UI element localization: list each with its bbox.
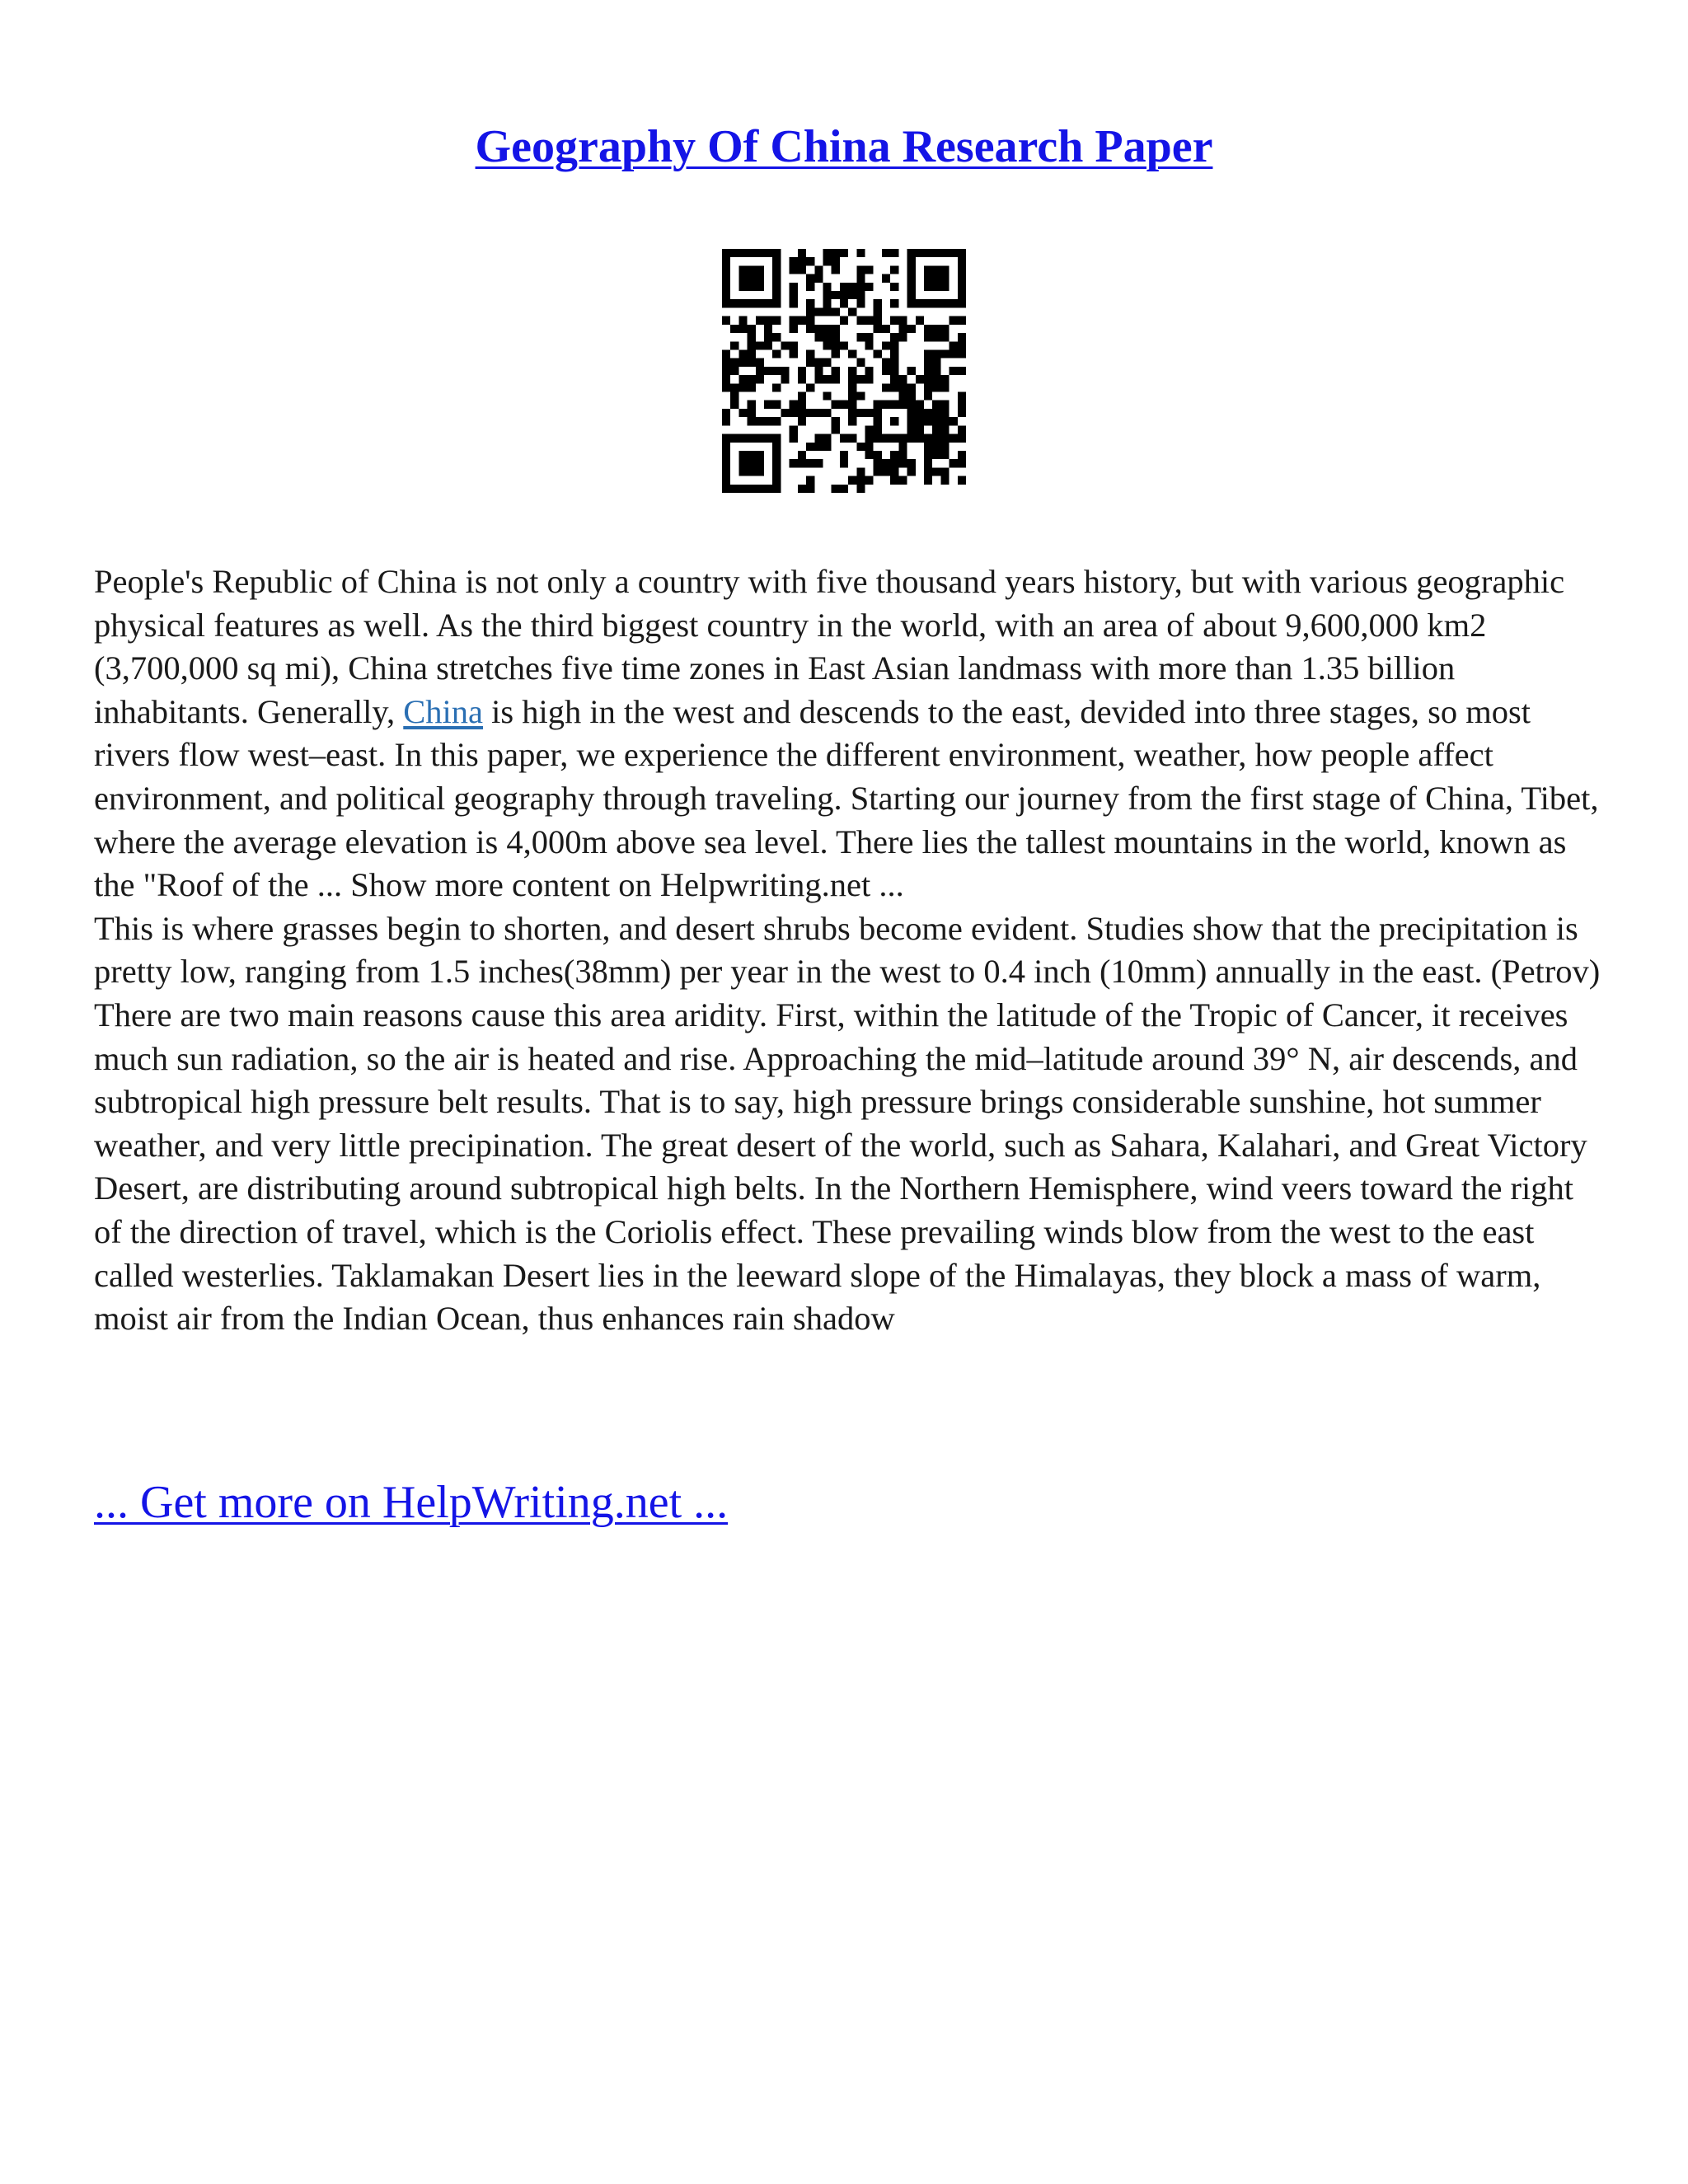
title-link[interactable]: Geography Of China Research Paper bbox=[475, 121, 1213, 172]
get-more-link[interactable]: ... Get more on HelpWriting.net ... bbox=[94, 1477, 729, 1528]
paragraph-2: This is where grasses begin to shorten, and desert shrubs become evident. Studies show that the precipitation is pretty low, ranging from 1.5 inches(38mm) per year in the west to 0.4 inch (10mm) annually in the east. (Petrov) There are two main reasons cause this area aridity. First, within the latitude of the Tropic of Cancer, it receives much sun radiation, so the air is heated and rise. Approaching the mid–latitude around 39° N, air descends, and subtropical high pressure belt results. That is to say, high pressure brings considerable sunshine, hot summer weather, and very little precipination. The great desert of the world, such as Sahara, Kalahari, and Great Victory Desert, are distributing around subtropical high belts. In the Northern Hemisphere, wind veers toward the right of the direction of travel, which is the Coriolis effect. These prevailing winds blow from the west to the east called westerlies. Taklamakan Desert lies in the leeward slope of the Himalayas, they block a mass of warm, moist air from the Indian Ocean, thus enhances rain shadow bbox=[94, 909, 1601, 1338]
page-title bbox=[0, 114, 1688, 180]
paragraph-1-text-end: is high in the west and descends to the east, devided into three stages, so most rivers flow west–east. In this paper, we experience the different environment, weather, how people affect environment, and political geography through traveling. Starting our journey from the first stage of China, Tibet, where the average elevation is 4,000m above sea level. There lies the tallest mountains in the world, known as the "Roof of the ... Show more content on Helpwriting.net ... bbox=[94, 692, 1599, 904]
paragraph-1 bbox=[94, 560, 1602, 907]
article-body bbox=[94, 560, 1602, 1341]
get-more-link-container bbox=[94, 1474, 728, 1531]
paragraph-1-text-start: People's Republic of China is not only a country with five thousand years history, but with various geographic physical features as well. As the third biggest country in the world, with an area of about 9,600,000 km2 (3,700,000 sq mi), China stretches five time zones in East Asian landmass with more than 1.35 billion inhabitants. Generally, bbox=[94, 563, 1565, 730]
china-inline-link[interactable]: China bbox=[403, 692, 484, 730]
qr-code-icon bbox=[722, 249, 966, 493]
